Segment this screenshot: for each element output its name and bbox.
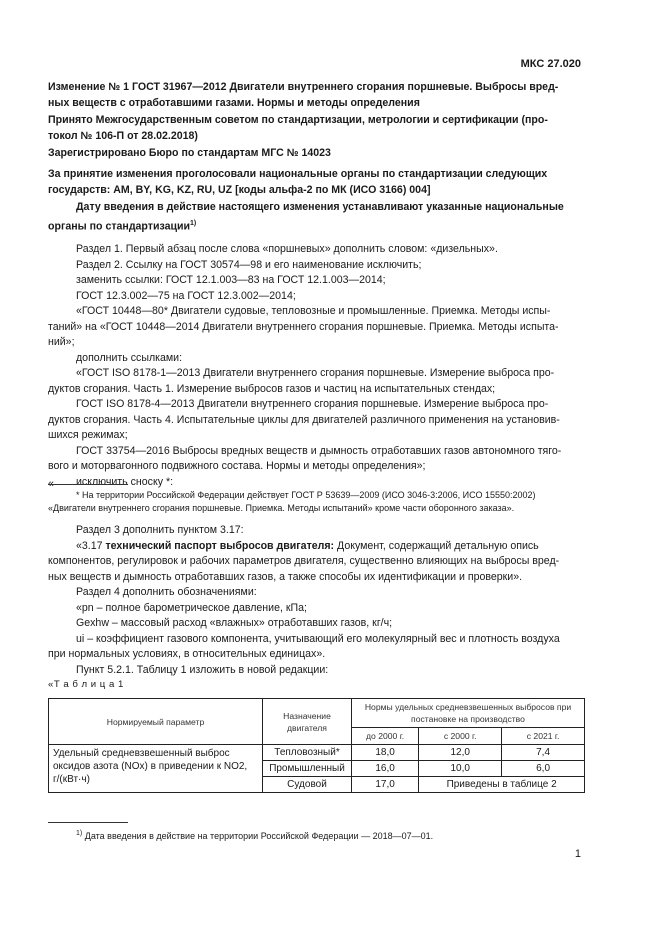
classification-code: МКС 27.020 [520,58,581,70]
body-line: Раздел 1. Первый абзац после слова «поршневых» дополнить словом: «дизельных». [76,243,498,255]
value-cell: 17,0 [352,777,419,793]
value-cell: 18,0 [352,745,419,761]
value-cell: 16,0 [352,761,419,777]
footnote-rule [48,822,128,823]
body-line: «ГОСТ 10448—80* Двигатели судовые, тепловозные и промышленные. Приемка. Методы испы- [76,305,551,317]
voted-statement: За принятие изменения проголосовали национальные органы по стандартизации следующих государств: AM, BY, KG, KZ, RU, UZ [коды альфа-2 по МК (ИСО 3166) 004] [48,168,548,196]
header-norms: Нормы удельных средневзвешенных выбросов при постановке на производство [352,699,585,728]
symbol-gexhw: Gexhw – массовый расход «влажных» отработавших газов, кг/ч; [76,617,393,629]
header-param: Нормируемый параметр [49,699,263,745]
body-line: заменить ссылки: ГОСТ 12.1.003—83 на ГОСТ 12.1.003—2014; [76,274,386,286]
body-line: исключить сноску *: [76,475,174,488]
param-cell: Удельный средневзвешенный выброс оксидов азота (NOx) в приведении к NO2, г/(кВт·ч) [49,745,263,793]
removed-footnote: * На территории Российской Федерации действует ГОСТ Р 53639—2009 (ИСО 3046-3:2006, ИСО 15550:2002) «Двигатели внутреннего сгорания поршневые. Приемка. Методы испытаний» кроме части оборонного заказа». [48,490,536,513]
body-line: дополнить ссылками: [76,351,183,364]
body-line: «ГОСТ ISO 8178-1—2013 Двигатели внутреннего сгорания поршневые. Измерение выброса про- [76,367,555,379]
header-col-before-2000: до 2000 г. [352,728,419,745]
header-col-from-2021: с 2021 г. [502,728,585,745]
amendment-title: Изменение № 1 ГОСТ 31967—2012 Двигатели внутреннего сгорания поршневые. Выбросы вред- ных веществ с отработавшими газами. Нормы и методы определения [48,81,559,109]
amendment-body [48,242,584,490]
body-line: вого и моторвагонного подвижного состава. Нормы и методы определения»; [48,460,426,472]
body-line: шихся режимах; [48,429,128,441]
footnote-quote-mark: « [48,478,54,490]
page-number: 1 [574,848,581,860]
header-col-from-2000: с 2000 г. [419,728,502,745]
body-line: таний» на «ГОСТ 10448—2014 Двигатели внутреннего сгорания поршневые. Приемка. Методы испыта- [48,320,559,333]
emissions-norms-table [48,698,585,793]
footnote-ref: 1) [190,219,197,227]
effective-date-footnote: $^{1)}$ Дата введения в действие на территории Российской Федерации — 2018—07—01. [76,830,434,841]
value-cell-merged: Приведены в таблице 2 [419,777,585,793]
engine-cell: Тепловозный* [263,745,352,761]
body-line: дуктов сгорания. Часть 1. Измерение выбросов газов и частиц на испытательных стендах; [48,382,496,395]
body-line: дуктов сгорания. Часть 4. Испытательные циклы для двигателей различного применения на установив- [48,413,560,426]
body-line: ГОСТ 33754—2016 Выбросы вредных веществ и дымность отработавших газов автономного тяго- [76,444,562,457]
value-cell: 10,0 [419,761,502,777]
table-caption: «Т а б л и ц а 1 [48,679,124,690]
amendment-body-2: Раздел 3 дополнить пунктом 3.17: «3.17 технический паспорт выбросов двигателя: Документ, содержащий детальную опись компонентов, регулировок и рабочих параметров двигателя, существенно влияющих на выбросы вред- ных веществ и дымность отработавших газов, а также способы их идентификации и проверки». Раздел 4 дополнить обозначениями: «pn – полное барометрическое давление, кПа; Gexhw – массовый расход «влажных» отработавших газов, кг/ч; ui – коэффициент газового компонента, учитывающий его молекулярный вес и плотность воздуха при нормальных условиях, в относительных единицах». Пункт 5.2.1. Таблицу 1 изложить в новой редакции: [48,523,584,678]
adopted-statement: Принято Межгосударственным советом по стандартизации, метрологии и сертификации (про- токол № 106-П от 28.02.2018) [48,114,548,142]
body-line: ний»; [48,336,75,348]
body-line: ГОСТ 12.3.002—75 на ГОСТ 12.3.002—2014; [76,289,296,302]
engine-cell: Промышленный [263,761,352,777]
symbol-pn: «pn – полное барометрическое давление, кПа; [76,601,307,614]
defined-term: технический паспорт выбросов двигателя: [105,539,335,552]
value-cell: 12,0 [419,745,502,761]
body-line: ГОСТ ISO 8178-4—2013 Двигатели внутреннего сгорания поршневые. Измерение выброса про- [76,398,549,410]
registered-statement: Зарегистрировано Бюро по стандартам МГС № 14023 [48,147,331,159]
effective-date-statement: Дату введения в действие настоящего изменения устанавливают указанные национальные органы по стандартизации$^{1)}$ [48,201,564,233]
symbol-ui: ui – коэффициент газового компонента, учитывающий его молекулярный вес и плотность воздуха [76,632,560,645]
value-cell: 7,4 [502,745,585,761]
body-line: Раздел 2. Ссылку на ГОСТ 30574—98 и его наименование исключить; [76,258,422,271]
header-engine: Назначение двигателя [263,699,352,745]
footnote-rule [48,484,128,485]
engine-cell: Судовой [263,777,352,793]
value-cell: 6,0 [502,761,585,777]
